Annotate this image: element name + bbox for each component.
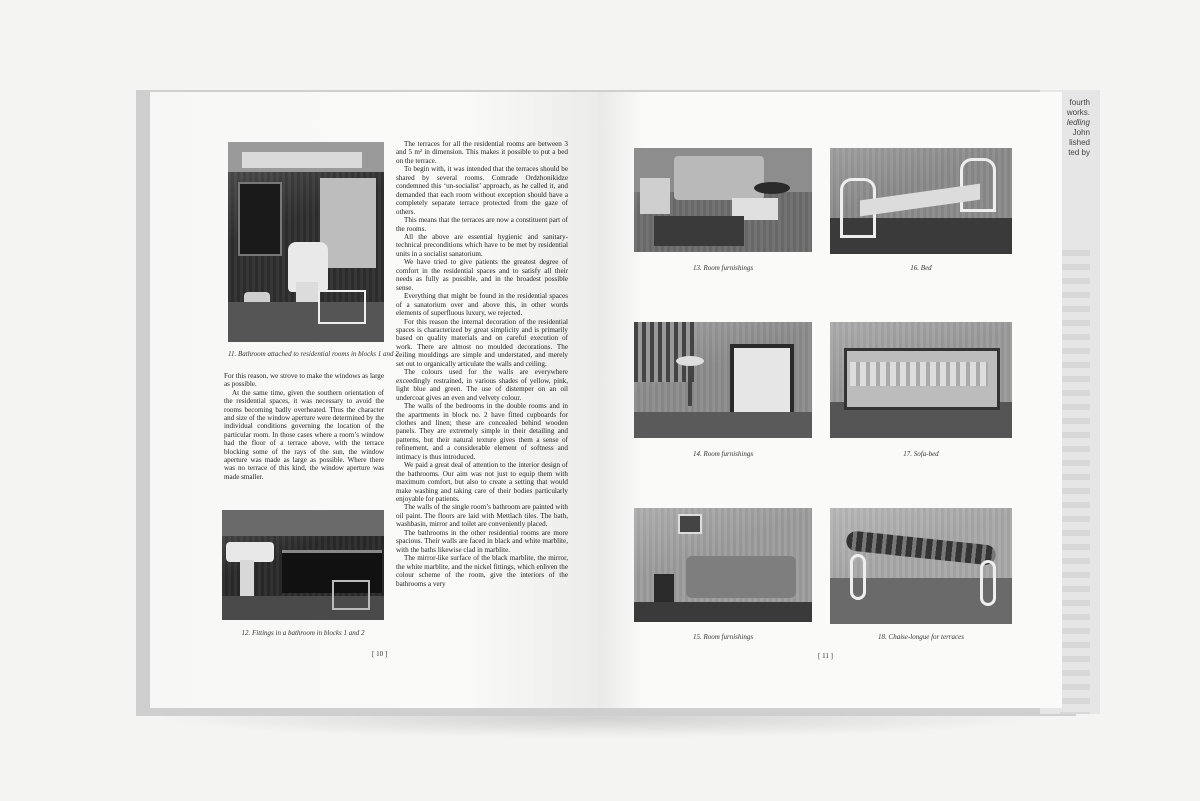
paragraph: For this reason the internal decoration of the residential spaces is characterized by great simplicity and is primarily based on quality materials and on careful execution of work. There are almost no moulded decorations. The ceiling mouldings are simple and understated, and merely set out to organically articulate the walls and ceiling. — [396, 317, 568, 368]
figure-18-caption: 18. Chaise-longue for terraces — [878, 633, 964, 641]
figure-11-caption: 11. Bathroom attached to residential rooms in blocks 1 and 2 — [228, 350, 399, 358]
figure-15-caption: 15. Room furnishings — [692, 633, 754, 641]
figure-13-caption: 13. Room furnishings — [692, 264, 754, 272]
underlying-line: John — [1072, 128, 1090, 137]
figure-11-photo — [228, 142, 384, 342]
left-page — [150, 92, 598, 708]
underlying-line: works. — [1066, 108, 1090, 117]
figure-16-photo — [830, 148, 1012, 254]
figure-14-photo — [634, 322, 812, 438]
left-column-text — [224, 372, 384, 481]
page-number: [ 10 ] — [372, 650, 388, 658]
figure-16-caption: 16. Bed — [910, 264, 932, 272]
figure-17-photo — [830, 322, 1012, 438]
figure-12-photo — [222, 510, 384, 620]
paragraph: The mirror-like surface of the black marblite, the mirror, the white marblite, and the nickel fittings, which enliven the colour scheme of the room, give the interiors of the bathrooms a very — [396, 554, 568, 588]
underlying-line: lished — [1069, 138, 1090, 147]
paragraph: All the above are essential hygienic and sanitary-technical preconditions which have to be met by residential units in a socialist sanatorium. — [396, 232, 568, 258]
paragraph: For this reason, we strove to make the windows as large as possible. — [224, 372, 384, 389]
right-column-text — [396, 140, 568, 588]
paragraph: This means that the terraces are now a constituent part of the rooms. — [396, 216, 568, 233]
figure-15-photo — [634, 508, 812, 622]
paragraph: To begin with, it was intended that the terraces should be shared by several rooms. Comrade Ordzhonikidze condemned this ‘un-socialist’ approach, as he called it, and demanded that each room without exception should have a completely separate terrace protected from the gaze of others. — [396, 165, 568, 216]
right-page — [598, 92, 1062, 708]
underlying-line: ledling — [1066, 118, 1090, 127]
paragraph: The walls of the bedrooms in the double rooms and in the apartments in block no. 2 have fitted cupboards for clothes and linen; these are concealed behind wooden panels. They are extremely simple in their detailing and patterns, but their natural texture gives them a sense of refinement, and a considerable element of softness and intimacy is thus introduced. — [396, 402, 568, 461]
paragraph: The bathrooms in the other residential rooms are more spacious. Their walls are faced in black and white marblite, with the baths likewise clad in marblite. — [396, 528, 568, 554]
underlying-blurred-text — [1060, 250, 1090, 714]
paragraph: We paid a great deal of attention to the interior design of the bathrooms. Our aim was not just to equip them with maximum comfort, but also to create a setting that would make washing and taking care of their bodies particularly enjoyable for patients. — [396, 461, 568, 504]
paragraph: Everything that might be found in the residential spaces of a sanatorium over and above this, in other words elements of superfluous luxury, we rejected. — [396, 292, 568, 318]
paragraph: The walls of the single room’s bathroom are painted with oil paint. The floors are laid with Mettlach tiles. The bath, washbasin, mirror and toilet are conveniently placed. — [396, 503, 568, 529]
figure-14-caption: 14. Room furnishings — [692, 450, 754, 458]
underlying-line: ted by — [1068, 148, 1090, 157]
figure-12-caption: 12. Fittings in a bathroom in blocks 1 and 2 — [241, 629, 365, 637]
paragraph: The terraces for all the residential rooms are between 3 and 5 m² in dimension. This makes it possible to put a bed on the terrace. — [396, 140, 568, 165]
figure-17-caption: 17. Sofa-bed — [903, 450, 939, 458]
page-number: [ 11 ] — [818, 652, 833, 660]
paragraph: We have tried to give patients the greatest degree of comfort in the residential spaces and to satisfy all their needs as fully as possible, and in the broadest possible sense. — [396, 258, 568, 292]
figure-18-photo — [830, 508, 1012, 624]
figure-13-photo — [634, 148, 812, 252]
underlying-line: fourth — [1069, 98, 1090, 107]
paragraph: At the same time, given the southern orientation of the residential spaces, it was necessary to avoid the rooms becoming badly overheated. Thus the character and size of the window aperture were determined by the individual conditions governing the location of the particular room. In those cases where a room’s window had the floor of a terrace above, with the terrace blocking some of the rays of the sun, the window aperture was made as large as possible. Where there was no terrace of this kind, the window aperture was made smaller. — [224, 388, 384, 481]
paragraph: The colours used for the walls are everywhere exceedingly restrained, in various shades of yellow, pink, light blue and green. The use of distemper on an oil undercoat gives an even and velvety colour. — [396, 368, 568, 402]
